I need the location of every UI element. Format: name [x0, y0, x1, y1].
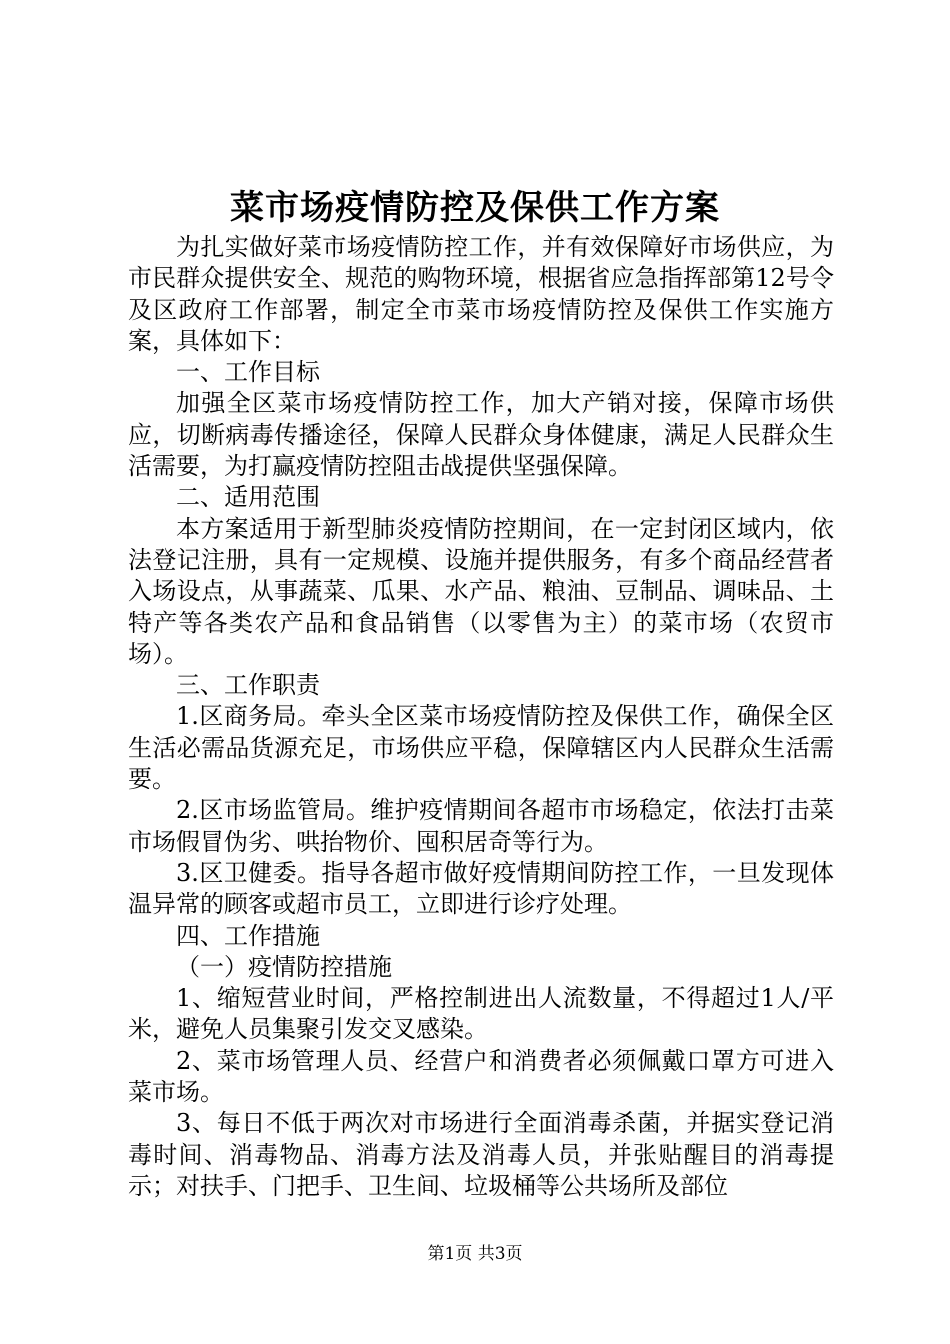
- paragraph-measure-1: 1、缩短营业时间，严格控制进出人流数量，不得超过1人/平米，避免人员集聚引发交叉感染。: [128, 984, 834, 1044]
- paragraph-intro: 为扎实做好菜市场疫情防控工作，并有效保障好市场供应，为市民群众提供安全、规范的购物环境，根据省应急指挥部第12号令及区政府工作部署，制定全市菜市场疫情防控及保供工作实施方案，具体如下：: [128, 233, 834, 355]
- heading-work-goal: 一、工作目标: [176, 358, 320, 387]
- heading-scope: 二、适用范围: [176, 483, 320, 512]
- paragraph-duty-health: 3.区卫健委。指导各超市做好疫情期间防控工作，一旦发现体温异常的顾客或超市员工，立即进行诊疗处理。: [128, 858, 834, 919]
- document-body: [128, 232, 834, 1202]
- document-title: 菜市场疫情防控及保供工作方案: [230, 188, 720, 228]
- paragraph-scope: 本方案适用于新型肺炎疫情防控期间，在一定封闭区域内，依法登记注册，具有一定规模、设施并提供服务，有多个商品经营者入场设点，从事蔬菜、瓜果、水产品、粮油、豆制品、调味品、土特产等各类农产品和食品销售（以零售为主）的菜市场（农贸市场）。: [128, 514, 834, 668]
- paragraph-work-goal: 加强全区菜市场疫情防控工作，加大产销对接，保障市场供应，切断病毒传播途径，保障人民群众身体健康，满足人民群众生活需要，为打赢疫情防控阻击战提供坚强保障。: [128, 389, 834, 481]
- paragraph-duty-market-supervision: 2.区市场监管局。维护疫情期间各超市市场稳定，依法打击菜市场假冒伪劣、哄抬物价、囤积居奇等行为。: [128, 796, 834, 856]
- paragraph-measure-2: 2、菜市场管理人员、经营户和消费者必须佩戴口罩方可进入菜市场。: [128, 1046, 834, 1107]
- paragraph-measure-3: 3、每日不低于两次对市场进行全面消毒杀菌，并据实登记消毒时间、消毒物品、消毒方法及消毒人员，并张贴醒目的消毒提示；对扶手、门把手、卫生间、垃圾桶等公共场所及部位: [128, 1109, 834, 1200]
- subheading-prevention-measures: （一）疫情防控措施: [176, 952, 392, 981]
- heading-measures: 四、工作措施: [176, 921, 320, 950]
- paragraph-duty-commerce: 1.区商务局。牵头全区菜市场疫情防控及保供工作，确保全区生活必需品货源充足，市场供应平稳，保障辖区内人民群众生活需要。: [128, 702, 834, 794]
- page-footer: 第1页 共3页: [427, 1244, 523, 1264]
- heading-duties: 三、工作职责: [176, 671, 320, 700]
